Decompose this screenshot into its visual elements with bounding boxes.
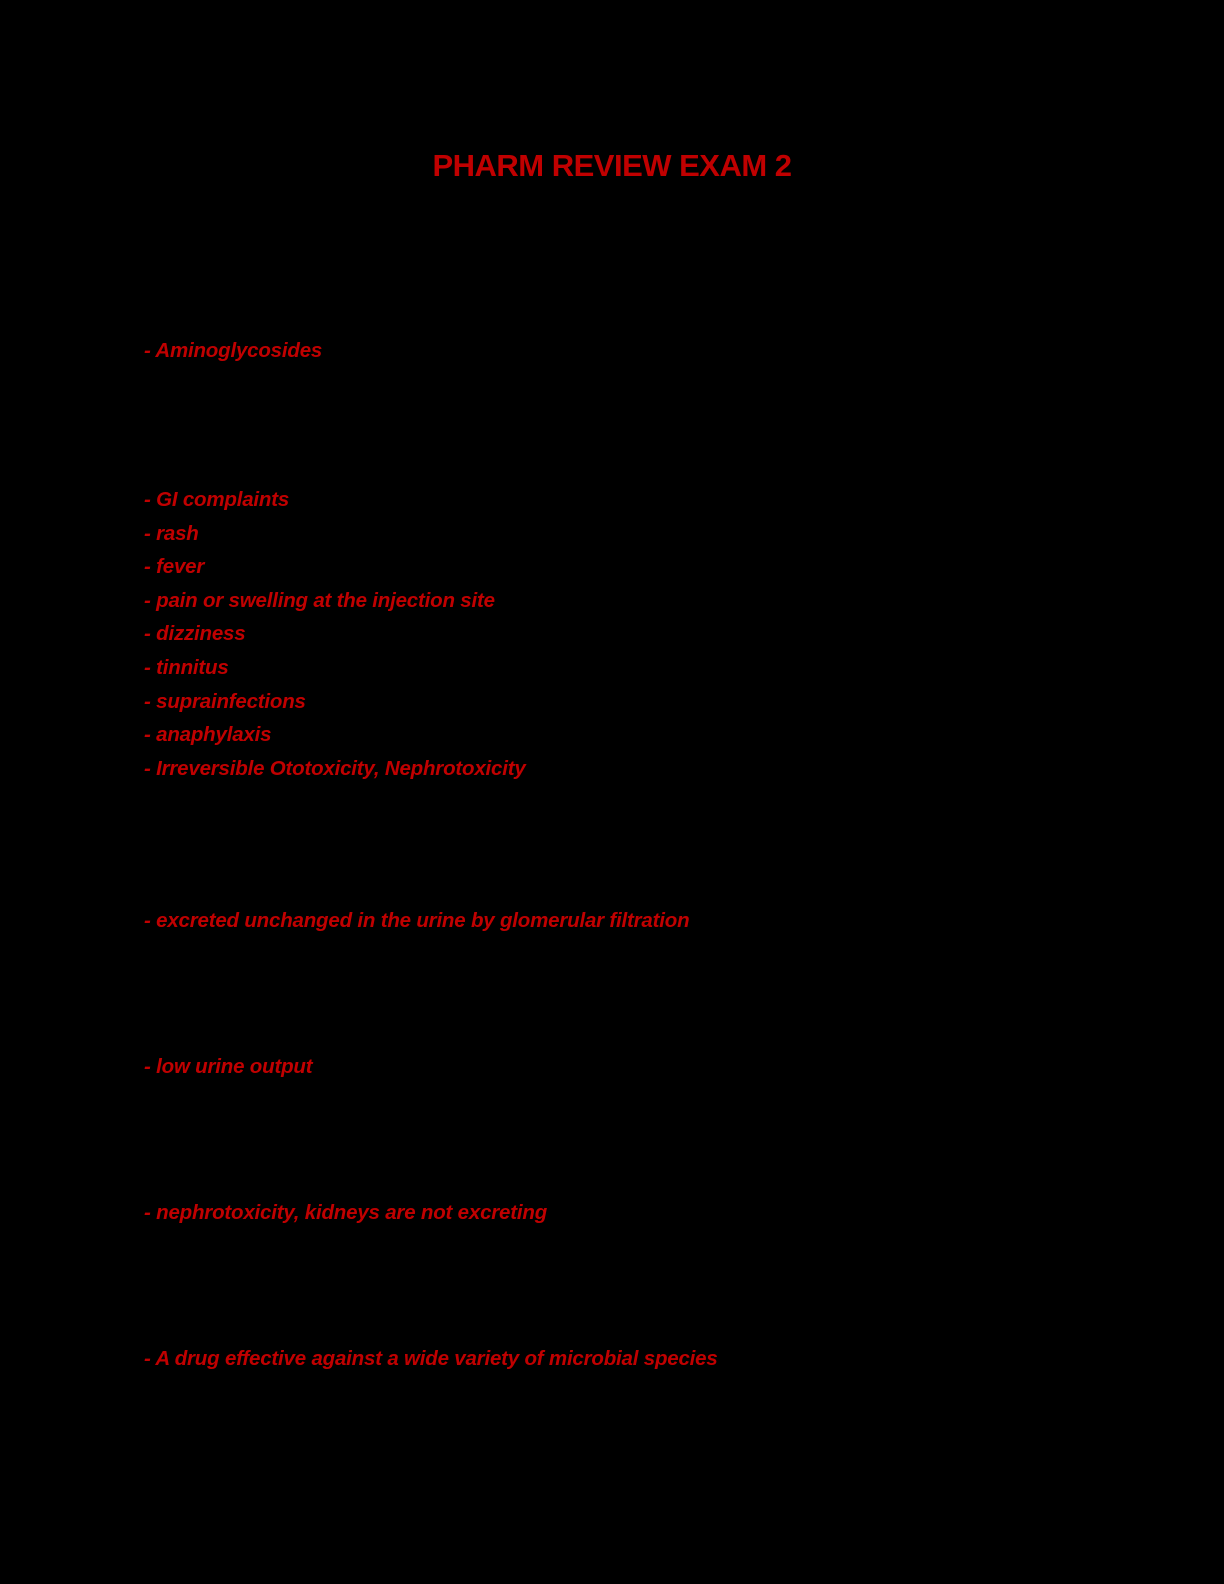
answer-line: - pain or swelling at the injection site <box>144 588 495 612</box>
answer-line: - rash <box>144 521 199 545</box>
answer-line: - excreted unchanged in the urine by glomerular filtration <box>144 909 690 932</box>
answer-line: - suprainfections <box>144 689 306 713</box>
answer-line: - tinnitus <box>144 655 229 679</box>
answer-line: - GI complaints <box>144 488 290 511</box>
document-title: PHARM REVIEW EXAM 2 <box>432 148 792 183</box>
answer-line: - Aminoglycosides <box>144 339 323 362</box>
answer-line: - dizziness <box>144 622 246 646</box>
answer-line: - A drug effective against a wide variety of microbial species <box>144 1347 718 1370</box>
answer-block <box>144 334 322 368</box>
answer-line: - Irreversible Ototoxicity, Nephrotoxicity <box>144 756 526 780</box>
answer-block <box>144 904 689 938</box>
answer-block <box>144 483 526 785</box>
answer-line: - nephrotoxicity, kidneys are not excreting <box>144 1201 548 1224</box>
answer-line: - low urine output <box>144 1055 313 1078</box>
answer-block <box>144 1050 312 1084</box>
answer-block <box>144 1342 718 1376</box>
answer-block <box>144 1196 547 1230</box>
answer-line: - anaphylaxis <box>144 723 272 747</box>
answer-line: - fever <box>144 555 205 579</box>
